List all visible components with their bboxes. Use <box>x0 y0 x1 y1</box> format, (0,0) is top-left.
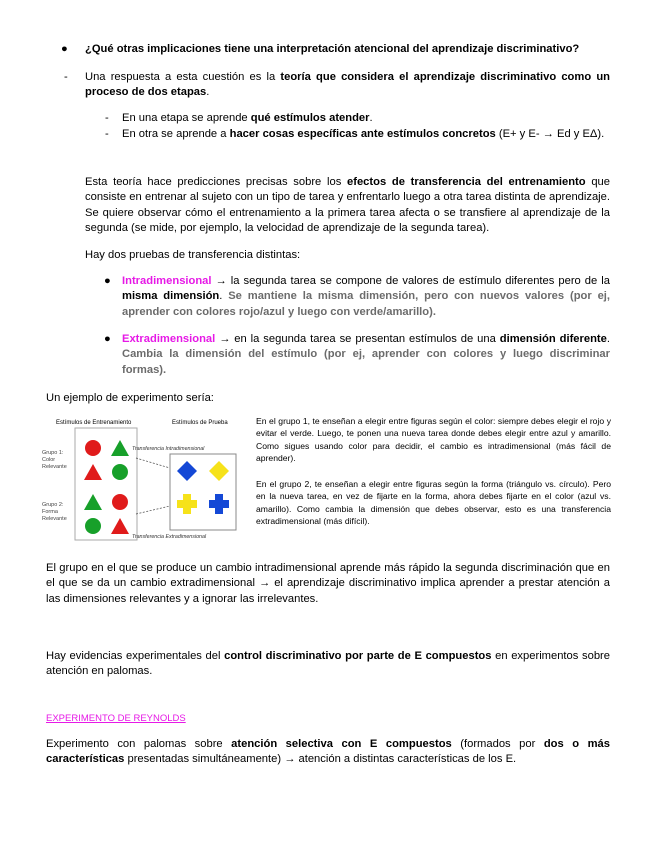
blue-cross-shape <box>209 494 229 514</box>
training-frame <box>75 428 137 540</box>
conclusion-paragraph: El grupo en el que se produce un cambio intradimensional aprende más rápido la segunda discriminación que en el que se da un cambio extradimensional → el aprendizaje discriminativo implica aprender a prestar atención a las dimensiones relevantes y a ignorar las irrelevantes. <box>46 562 610 605</box>
group2-line3: Relevante <box>42 516 67 522</box>
green-triangle-shape <box>111 440 129 456</box>
evidence-paragraph: Hay evidencias experimentales del control discriminativo por parte de E compuestos en experimentos sobre atención en palomas. <box>46 650 610 678</box>
green-circle-shape <box>85 518 101 534</box>
dash-bullet: - <box>105 128 109 140</box>
stage-one: En una etapa se aprende qué estímulos atender. <box>122 112 373 124</box>
dash-bullet: - <box>105 112 109 124</box>
test-frame <box>170 454 236 530</box>
green-circle-shape <box>112 464 128 480</box>
connector-line <box>136 458 170 468</box>
connector-line <box>136 506 170 514</box>
red-circle-shape <box>112 494 128 510</box>
stage-two: En otra se aprende a hacer cosas específicas ante estímulos concretos (E+ y E- → Ed y EΔ). <box>122 128 605 140</box>
bullet-dot: ● <box>104 333 111 345</box>
group2-line2: Forma <box>42 509 58 515</box>
answer-paragraph: Una respuesta a esta cuestión es la teoría que considera el aprendizaje discriminativo como un proceso de dos etapas. <box>85 71 610 99</box>
green-triangle-shape <box>84 494 102 510</box>
dash-bullet: - <box>64 71 68 83</box>
blue-diamond-shape <box>177 461 197 481</box>
group2-explanation: En el grupo 2, te enseñan a elegir entre figuras según la forma (triángulo vs. círculo). Pero en la nueva tarea, en vez de fijarte en la forma, ahora debes fijarte en el color (azul vs. amarillo). Como cambia la dimensión que debes observar, esto es una transferencia extradimensional (más difícil). <box>256 479 611 527</box>
reynolds-paragraph: Experimento con palomas sobre atención selectiva con E compuestos (formados por dos o más características presentadas simultáneamente) → atención a distintas características de los E. <box>46 738 610 766</box>
transfer-figure <box>40 414 245 544</box>
group2-line1: Grupo 2: <box>42 502 64 508</box>
yellow-cross-shape <box>177 494 197 514</box>
intradimensional-item: Intradimensional → la segunda tarea se compone de valores de estímulo diferentes pero de la misma dimensión. Se mantiene la misma dimensión, pero con nuevos valores (por ej, aprender con colores rojo/azul y luego con verde/amarillo). <box>122 275 611 318</box>
figure-col2: Estímulos de Prueba <box>172 420 228 426</box>
group1-explanation: En el grupo 1, te enseñan a elegir entre figuras según el color: siempre debes elegir el rojo y evitar el verde. Luego, te ponen una nueva tarea donde debes elegir entre azul y amarillo. Como sigues usando color para decidir, el cambio es intradimensional (más fácil de aprender). <box>256 416 611 464</box>
bullet-dot: ● <box>104 275 111 287</box>
group1-line1: Grupo 1: <box>42 450 64 456</box>
extradimensional-item: Extradimensional → en la segunda tarea se presentan estímulos de una dimensión diferente. Cambia la dimensión del estímulo (por ej, aprender con colores y luego discriminar formas). <box>122 333 610 376</box>
figure-col1: Estímulos de Entrenamiento <box>56 420 132 426</box>
theory-paragraph: Esta teoría hace predicciones precisas sobre los efectos de transferencia del entrenamiento que consiste en entrenar al sujeto con un tipo de tarea y enfrentarlo luego a otra tarea distinta de aprendizaje. Se quiere observar cómo el entrenamiento a la primera tarea afecta o se transfiere al aprendizaje de la segunda (se mide, por ejemplo, la velocidad de aprendizaje de la segunda tarea). <box>85 176 611 234</box>
intra-label: Transferencia Intradimensional <box>132 446 205 452</box>
example-intro: Un ejemplo de experimento sería: <box>46 392 214 404</box>
red-triangle-shape <box>111 518 129 534</box>
red-triangle-shape <box>84 464 102 480</box>
bullet-dot: ● <box>61 43 68 55</box>
red-circle-shape <box>85 440 101 456</box>
group1-line2: Color <box>42 457 56 463</box>
group1-line3: Relevante <box>42 464 67 470</box>
question-heading: ¿Qué otras implicaciones tiene una interpretación atencional del aprendizaje discriminativo? <box>85 43 580 55</box>
two-tests-text: Hay dos pruebas de transferencia distintas: <box>85 249 301 261</box>
reynolds-link[interactable]: EXPERIMENTO DE REYNOLDS <box>46 713 186 724</box>
extra-label: Transferencia Extradimensional <box>132 534 207 540</box>
yellow-diamond-shape <box>209 461 229 481</box>
